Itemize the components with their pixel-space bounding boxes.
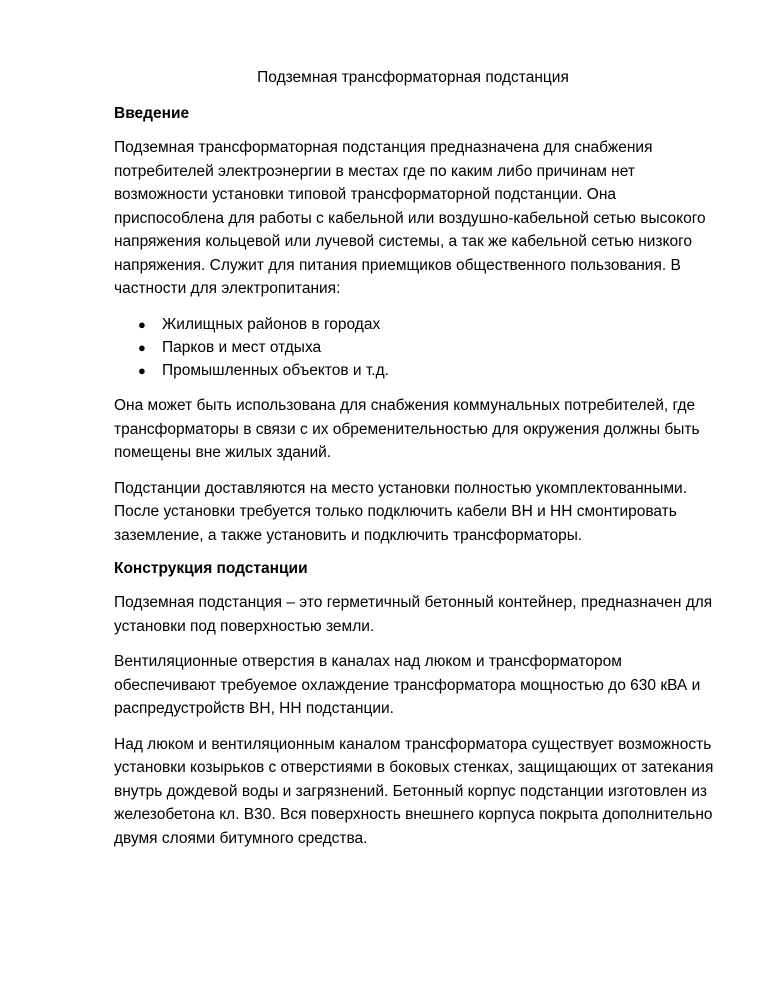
section-heading-construction: Конструкция подстанции <box>114 560 308 578</box>
bullet-icon: ● <box>138 316 146 332</box>
list-item <box>138 336 718 359</box>
power-supply-list <box>114 313 718 383</box>
intro-paragraph-2: Она может быть использована для снабжения коммунальных потребителей, где трансформаторы в связи с их обременительностью для окружения должны быть помещены вне жилых зданий. <box>114 397 700 462</box>
construction-paragraph-1: Подземная подстанция – это герметичный бетонный контейнер, предназначен для установки под поверхностью земли. <box>114 594 713 635</box>
list-item-text: Парков и мест отдыха <box>162 338 322 356</box>
document-title: Подземная трансформаторная подстанция <box>257 69 569 86</box>
list-item-text: Жилищных районов в городах <box>162 315 381 333</box>
bullet-icon: ● <box>138 339 146 355</box>
list-item-text: Промышленных объектов и т.д. <box>162 362 389 380</box>
section-heading-introduction: Введение <box>114 105 190 122</box>
construction-paragraph-2: Вентиляционные отверстия в каналах над люком и трансформатором обеспечивают требуемое охлаждение трансформатора мощностью до 630 кВА и распредустройств ВН, НН подстанции. <box>114 653 701 718</box>
intro-paragraph-3: Подстанции доставляются на место установки полностью укомплектованными. После установки требуется только подключить кабели ВН и НН смонтировать заземление, а также установить и подключить трансформаторы. <box>114 479 688 544</box>
bullet-icon: ● <box>138 363 146 379</box>
list-item <box>138 313 718 336</box>
list-item <box>138 359 718 382</box>
construction-paragraph-3: Над люком и вентиляционным каналом трансформатора существует возможность установки козырьков с отверстиями в боковых стенках, защищающих от затекания внутрь дождевой воды и загрязнений. Бетонный корпус подстанции изготовлен из железобетона кл. В30. Вся поверхность внешнего корпуса покрыта дополнительно двумя слоями битумного средства. <box>114 735 714 847</box>
intro-paragraph-1: Подземная трансформаторная подстанция предназначена для снабжения потребителей электроэнергии в местах где по каким либо причинам нет возможности установки типовой трансформаторной подстанции. Она приспособлена для работы с кабельной или воздушно-кабельной сетью высокого напряжения кольцевой или лучевой системы, а так же кабельной сетью низкого напряжения. Служит для питания приемщиков общественного пользования. В частности для электропитания: <box>114 139 706 297</box>
